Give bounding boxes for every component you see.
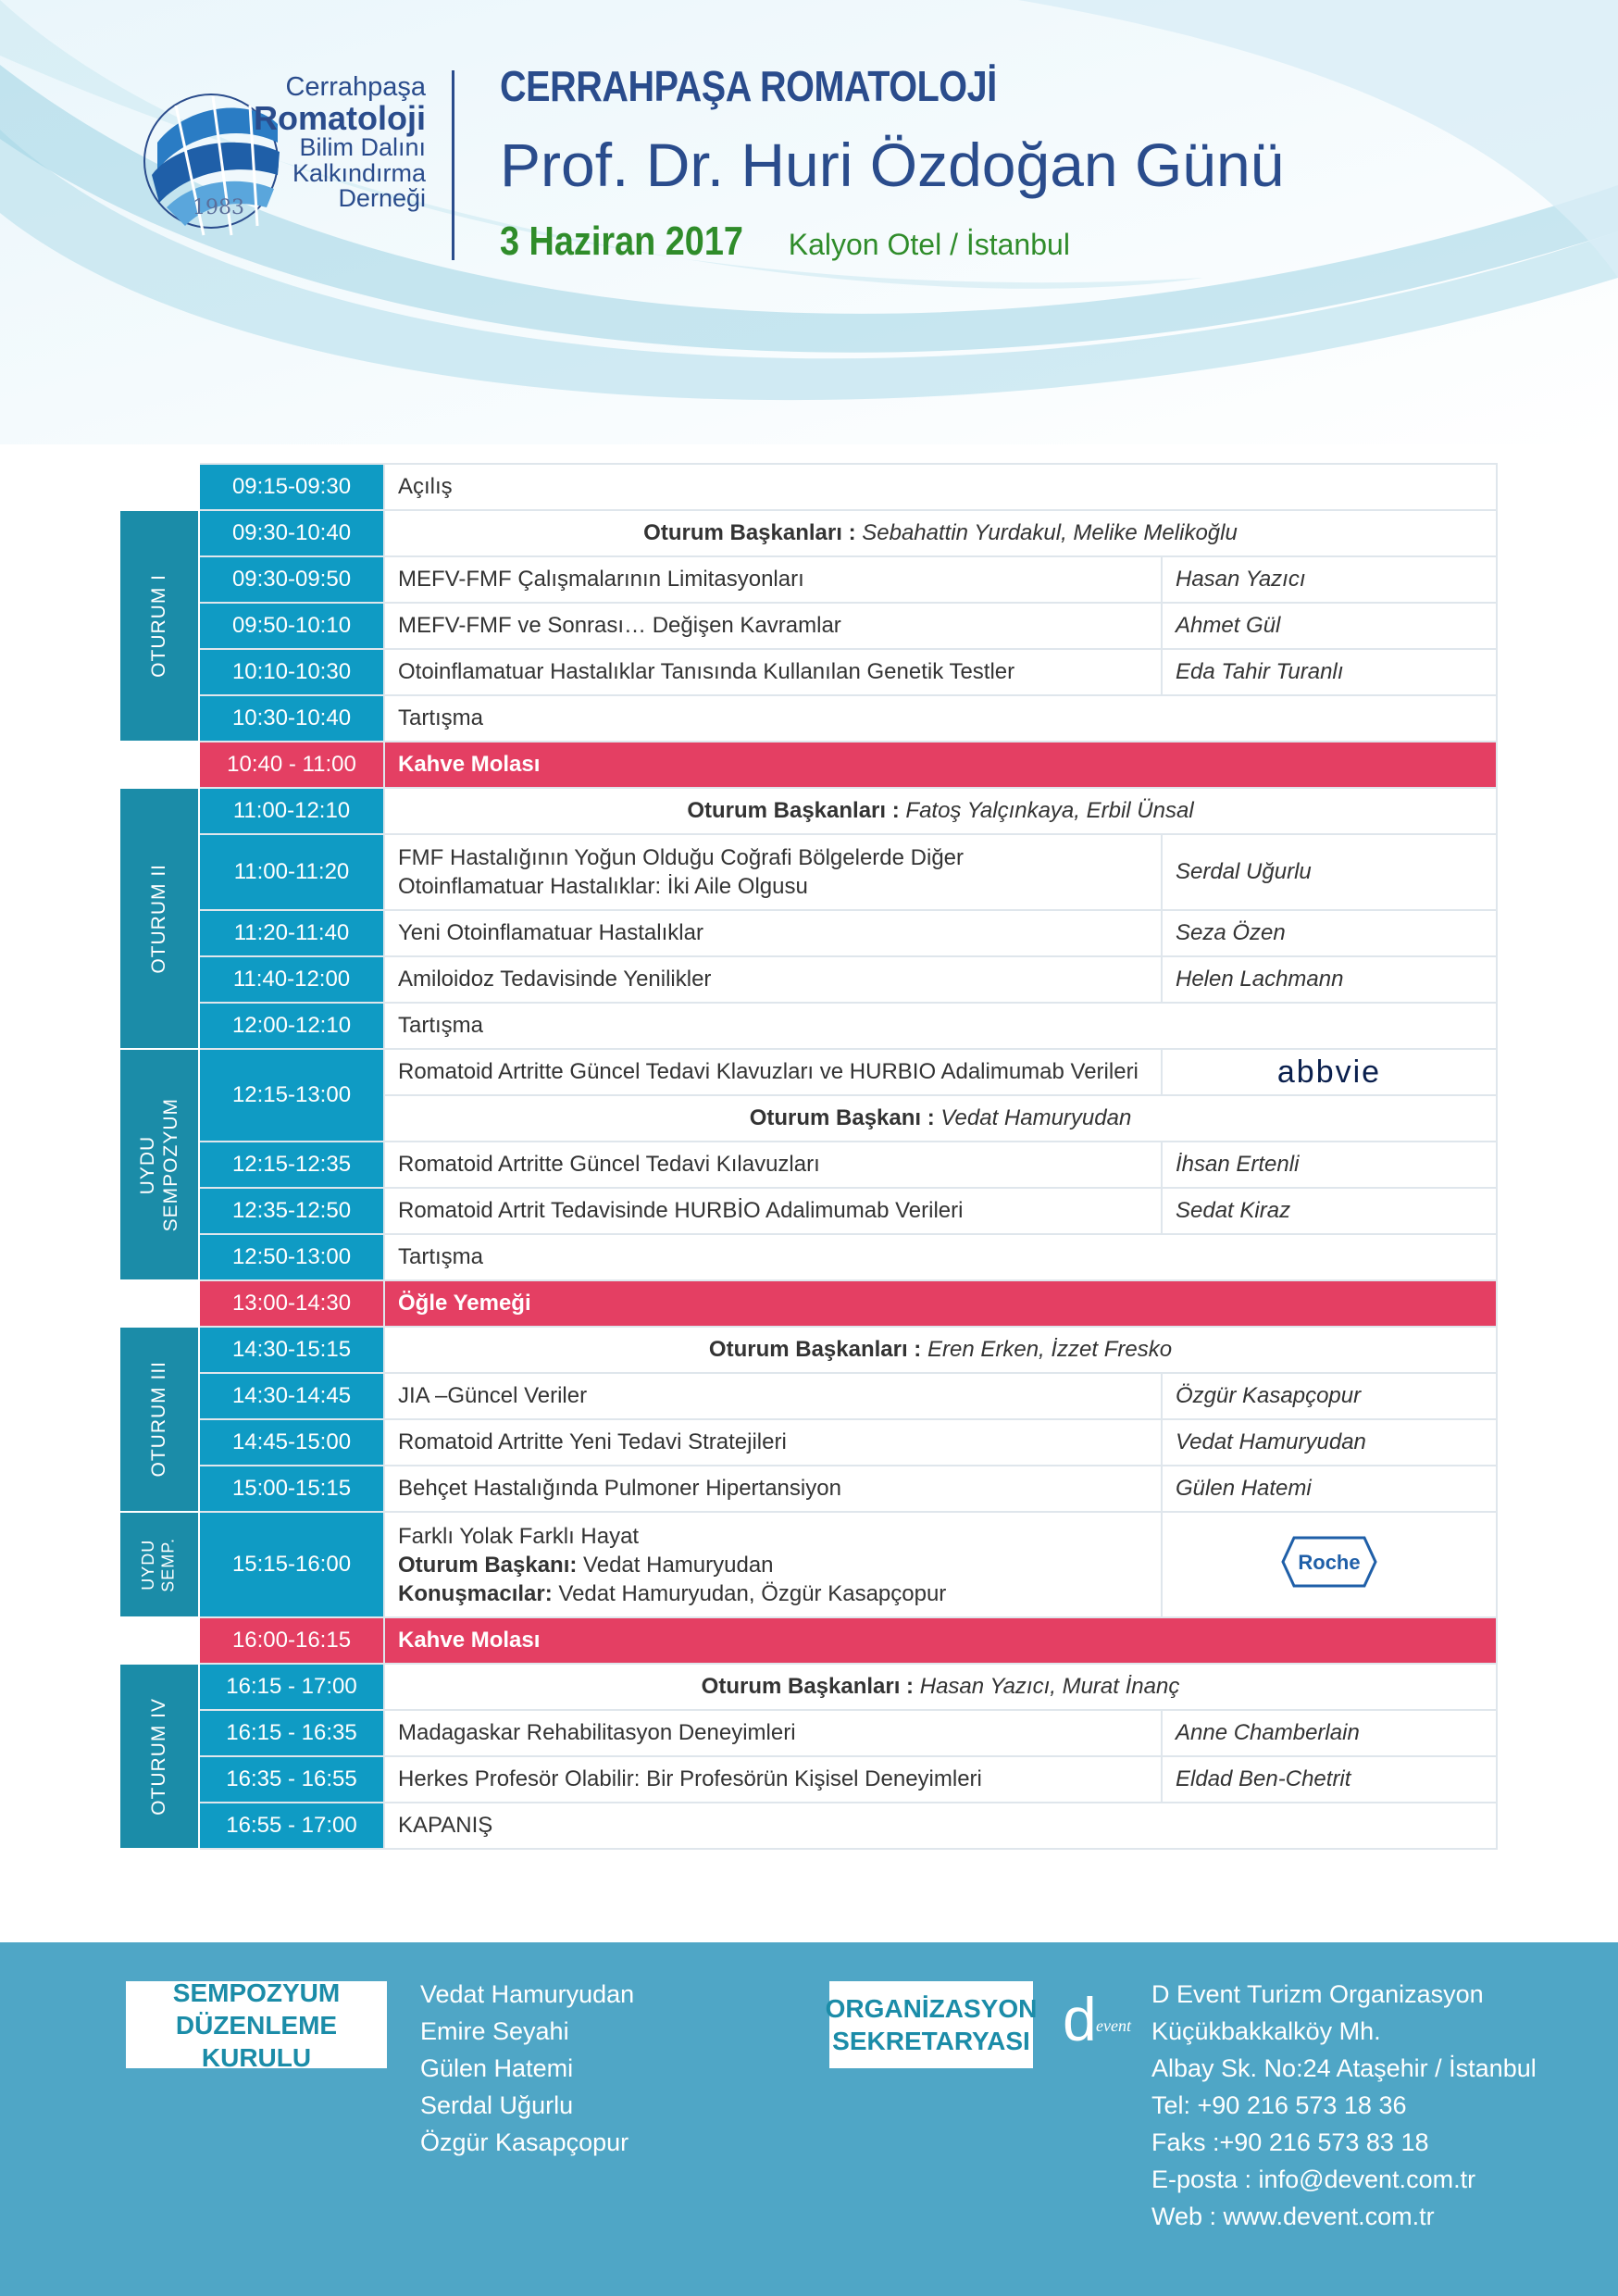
logo-line-2: Romatoloji	[254, 98, 426, 137]
list-item: Özgür Kasapçopur	[420, 2128, 629, 2156]
session-label	[119, 510, 199, 742]
logo-line-3: Bilim Dalını	[299, 133, 426, 162]
chair-cell	[384, 788, 1497, 834]
sponsor-logo-cell	[1162, 1049, 1497, 1095]
list-item: E-posta : info@devent.com.tr	[1151, 2165, 1476, 2193]
talk-title: Otoinflamatuar Hastalıklar Tanısında Kullanılan Genetik Testler	[384, 649, 1162, 695]
table-row	[119, 1803, 1497, 1849]
table-row	[119, 1234, 1497, 1280]
session-2-label: OTURUM II	[148, 863, 170, 974]
opening-title: Açılış	[384, 464, 1497, 510]
time-cell: 09:30-10:40	[199, 510, 384, 556]
time-cell: 09:15-09:30	[199, 464, 384, 510]
talk-title: MEFV-FMF Çalışmalarının Limitasyonları	[384, 556, 1162, 603]
table-row	[119, 1756, 1497, 1803]
break-title	[384, 742, 1497, 788]
table-row	[119, 556, 1497, 603]
speaker: Helen Lachmann	[1162, 956, 1497, 1003]
logo-line-4: Kalkındırma	[292, 158, 426, 187]
time-cell: 13:00-14:30	[199, 1280, 384, 1327]
empty-cell	[119, 1280, 199, 1327]
talk-title: Romatoid Artrit Tedavisinde HURBİO Adalimumab Verileri	[384, 1188, 1162, 1234]
chair-names: Sebahattin Yurdakul, Melike Melikoğlu	[862, 520, 1238, 545]
table-row	[119, 1142, 1497, 1188]
discussion: Tartışma	[384, 1003, 1497, 1049]
table-row	[119, 1710, 1497, 1756]
satellite-2-label-line-2: SEMP.	[159, 1537, 178, 1592]
time-cell: 10:10-10:30	[199, 649, 384, 695]
chair-cell	[384, 1327, 1497, 1373]
time-cell: 10:30-10:40	[199, 695, 384, 742]
chair-names: Vedat Hamuryudan	[583, 1552, 774, 1578]
time-cell: 11:00-11:20	[199, 834, 384, 910]
chair-label: Oturum Başkanları :	[708, 1337, 922, 1362]
empty-cell	[119, 464, 199, 510]
list-item: Tel: +90 216 573 18 36	[1151, 2091, 1407, 2119]
talk-title: Herkes Profesör Olabilir: Bir Profesörün Kişisel Deneyimleri	[384, 1756, 1162, 1803]
time-cell: 14:30-15:15	[199, 1327, 384, 1373]
event-subtitle: Prof. Dr. Huri Özdoğan Günü	[500, 131, 1285, 199]
break-row	[119, 1617, 1497, 1664]
lunch-label: Öğle Yemeği	[398, 1291, 531, 1316]
table-row	[119, 910, 1497, 956]
speakers-names: Vedat Hamuryudan, Özgür Kasapçopur	[558, 1580, 947, 1606]
speaker: Eda Tahir Turanlı	[1162, 649, 1497, 695]
chair-cell	[384, 1664, 1497, 1710]
abbvie-logo: abbvie	[1276, 1054, 1382, 1090]
speaker: Özgür Kasapçopur	[1162, 1373, 1497, 1419]
time-cell: 09:30-09:50	[199, 556, 384, 603]
empty-cell	[119, 742, 199, 788]
program-table	[118, 463, 1498, 1850]
discussion: Tartışma	[384, 1234, 1497, 1280]
speaker: Ahmet Gül	[1162, 603, 1497, 649]
event-venue: Kalyon Otel / İstanbul	[788, 228, 1070, 261]
talk-title-line-2: Otoinflamatuar Hastalıklar: İki Aile Olgusu	[398, 874, 808, 899]
satellite-1-label-line-1: UYDU	[136, 1135, 158, 1194]
list-item: Küçükbakkalköy Mh.	[1151, 2017, 1381, 2045]
table-row	[119, 603, 1497, 649]
table-row	[119, 834, 1497, 910]
committee-heading-line-1: SEMPOZYUM	[172, 1978, 341, 2007]
satellite-1-label-line-2: SEMPOZYUM	[160, 1097, 181, 1232]
speaker: Seza Özen	[1162, 910, 1497, 956]
table-row	[119, 1664, 1497, 1710]
chair-names: Fatoş Yalçınkaya, Erbil Ünsal	[905, 798, 1194, 823]
committee-list	[420, 1976, 634, 2161]
closing: KAPANIŞ	[384, 1803, 1497, 1849]
session-label	[119, 1049, 199, 1280]
time-cell: 12:50-13:00	[199, 1234, 384, 1280]
chair-names: Hasan Yazıcı, Murat İnanç	[919, 1674, 1180, 1699]
organization-heading-line-2: SEKRETARYASI	[832, 2027, 1030, 2055]
chair-label: Oturum Başkanları :	[687, 798, 900, 823]
break-title	[384, 1280, 1497, 1327]
speaker: Hasan Yazıcı	[1162, 556, 1497, 603]
table-row	[119, 1466, 1497, 1512]
table-row	[119, 1188, 1497, 1234]
table-row	[119, 464, 1497, 510]
logo-year: 1983	[193, 196, 244, 219]
time-cell: 16:55 - 17:00	[199, 1803, 384, 1849]
table-row	[119, 1049, 1497, 1095]
session-label	[119, 788, 199, 1049]
list-item: Serdal Uğurlu	[420, 2091, 574, 2119]
talk-title: MEFV-FMF ve Sonrası… Değişen Kavramlar	[384, 603, 1162, 649]
event-date-venue	[500, 218, 1070, 265]
time-cell: 11:00-12:10	[199, 788, 384, 834]
table-row	[119, 510, 1497, 556]
speaker: İhsan Ertenli	[1162, 1142, 1497, 1188]
chair-cell	[384, 1095, 1497, 1142]
talk-title: Yeni Otoinflamatuar Hastalıklar	[384, 910, 1162, 956]
table-row	[119, 649, 1497, 695]
chair-label: Oturum Başkanı :	[749, 1105, 935, 1130]
logo-line-5: Derneği	[338, 184, 426, 213]
roche-logo-icon	[1281, 1536, 1377, 1588]
break-label: Kahve Molası	[398, 1628, 541, 1653]
session-1-label: OTURUM I	[148, 574, 170, 678]
talk-title: Madagaskar Rehabilitasyon Deneyimleri	[384, 1710, 1162, 1756]
table-row	[119, 1419, 1497, 1466]
time-cell: 16:35 - 16:55	[199, 1756, 384, 1803]
chair-label: Oturum Başkanı:	[398, 1552, 578, 1578]
break-row	[119, 742, 1497, 788]
logo-line-1: Cerrahpaşa	[285, 72, 426, 102]
session-label	[119, 1327, 199, 1512]
table-row	[119, 1327, 1497, 1373]
satellite-2-label	[139, 1538, 179, 1592]
empty-cell	[119, 1617, 199, 1664]
satellite-2-label-line-1: UYDU	[139, 1539, 158, 1591]
chair-label: Oturum Başkanları :	[701, 1674, 915, 1699]
time-cell: 16:00-16:15	[199, 1617, 384, 1664]
talk-title: JIA –Güncel Veriler	[384, 1373, 1162, 1419]
table-row	[119, 1003, 1497, 1049]
chair-names: Eren Erken, İzzet Fresko	[927, 1337, 1173, 1362]
break-title	[384, 1617, 1497, 1664]
discussion: Tartışma	[384, 695, 1497, 742]
list-item: D Event Turizm Organizasyon	[1151, 1980, 1484, 2008]
chair-cell	[384, 510, 1497, 556]
time-cell: 15:15-16:00	[199, 1512, 384, 1617]
organization-heading	[825, 1981, 1038, 2068]
event-date: 3 Haziran 2017	[500, 218, 743, 264]
table-row	[119, 1512, 1497, 1617]
break-label: Kahve Molası	[398, 752, 541, 777]
list-item: Web : www.devent.com.tr	[1151, 2202, 1435, 2230]
time-cell: 16:15 - 16:35	[199, 1710, 384, 1756]
table-row	[119, 1373, 1497, 1419]
time-cell: 14:45-15:00	[199, 1419, 384, 1466]
talk-title: Amiloidoz Tedavisinde Yenilikler	[384, 956, 1162, 1003]
chair-names: Vedat Hamuryudan	[940, 1105, 1132, 1130]
speaker: Sedat Kiraz	[1162, 1188, 1497, 1234]
list-item: Vedat Hamuryudan	[420, 1980, 635, 2008]
time-cell: 12:00-12:10	[199, 1003, 384, 1049]
table-row	[119, 956, 1497, 1003]
sponsor-logo-cell	[1162, 1512, 1497, 1617]
devent-logo-letter: d	[1063, 1987, 1097, 2052]
speaker: Anne Chamberlain	[1162, 1710, 1497, 1756]
time-cell: 12:15-13:00	[199, 1049, 384, 1142]
committee-heading-line-2: DÜZENLEME KURULU	[175, 2010, 338, 2072]
time-cell: 09:50-10:10	[199, 603, 384, 649]
talk-title	[384, 834, 1162, 910]
session-4-label: OTURUM IV	[148, 1697, 170, 1816]
list-item: Gülen Hatemi	[420, 2054, 574, 2082]
time-cell: 14:30-14:45	[199, 1373, 384, 1419]
table-row	[119, 695, 1497, 742]
list-item: Faks :+90 216 573 83 18	[1151, 2128, 1429, 2156]
committee-heading	[126, 1978, 387, 2072]
time-cell: 11:40-12:00	[199, 956, 384, 1003]
time-cell: 16:15 - 17:00	[199, 1664, 384, 1710]
time-cell: 10:40 - 11:00	[199, 742, 384, 788]
association-logo	[139, 74, 426, 241]
session-label	[119, 1664, 199, 1849]
talk-title: Romatoid Artritte Güncel Tedavi Kılavuzları	[384, 1142, 1162, 1188]
logo-text	[254, 74, 426, 212]
speaker: Eldad Ben-Chetrit	[1162, 1756, 1497, 1803]
devent-logo-word: event	[1096, 2016, 1131, 2035]
symposium-title: Farklı Yolak Farklı Hayat	[398, 1523, 640, 1549]
speaker: Serdal Uğurlu	[1162, 834, 1497, 910]
session-3-label: OTURUM III	[148, 1361, 170, 1478]
satellite-1-label	[136, 1098, 182, 1231]
time-cell: 11:20-11:40	[199, 910, 384, 956]
time-cell: 12:15-12:35	[199, 1142, 384, 1188]
event-title: CERRAHPAŞA ROMATOLOJİ	[500, 62, 997, 110]
roche-logo-text: Roche	[1298, 1550, 1361, 1574]
break-row	[119, 1280, 1497, 1327]
talk-title: Romatoid Artritte Yeni Tedavi Stratejileri	[384, 1419, 1162, 1466]
talk-title: Behçet Hastalığında Pulmoner Hipertansiyon	[384, 1466, 1162, 1512]
table-row	[119, 788, 1497, 834]
speaker: Gülen Hatemi	[1162, 1466, 1497, 1512]
time-cell: 15:00-15:15	[199, 1466, 384, 1512]
session-label	[119, 1512, 199, 1617]
list-item: Emire Seyahi	[420, 2017, 569, 2045]
list-item: Albay Sk. No:24 Ataşehir / İstanbul	[1151, 2054, 1537, 2082]
talk-title-line-1: FMF Hastalığının Yoğun Olduğu Coğrafi Bölgelerde Diğer	[398, 845, 965, 870]
organization-heading-line-1: ORGANİZASYON	[825, 1994, 1038, 2023]
speakers-label: Konuşmacılar:	[398, 1580, 553, 1606]
devent-logo-icon	[1061, 1987, 1135, 2052]
symposium-details	[384, 1512, 1162, 1617]
time-cell: 12:35-12:50	[199, 1188, 384, 1234]
chair-label: Oturum Başkanları :	[643, 520, 856, 545]
speaker: Vedat Hamuryudan	[1162, 1419, 1497, 1466]
header-divider	[452, 70, 454, 260]
symposium-title: Romatoid Artritte Güncel Tedavi Klavuzları ve HURBIO Adalimumab Verileri	[384, 1049, 1162, 1095]
organization-contact	[1151, 1976, 1537, 2235]
